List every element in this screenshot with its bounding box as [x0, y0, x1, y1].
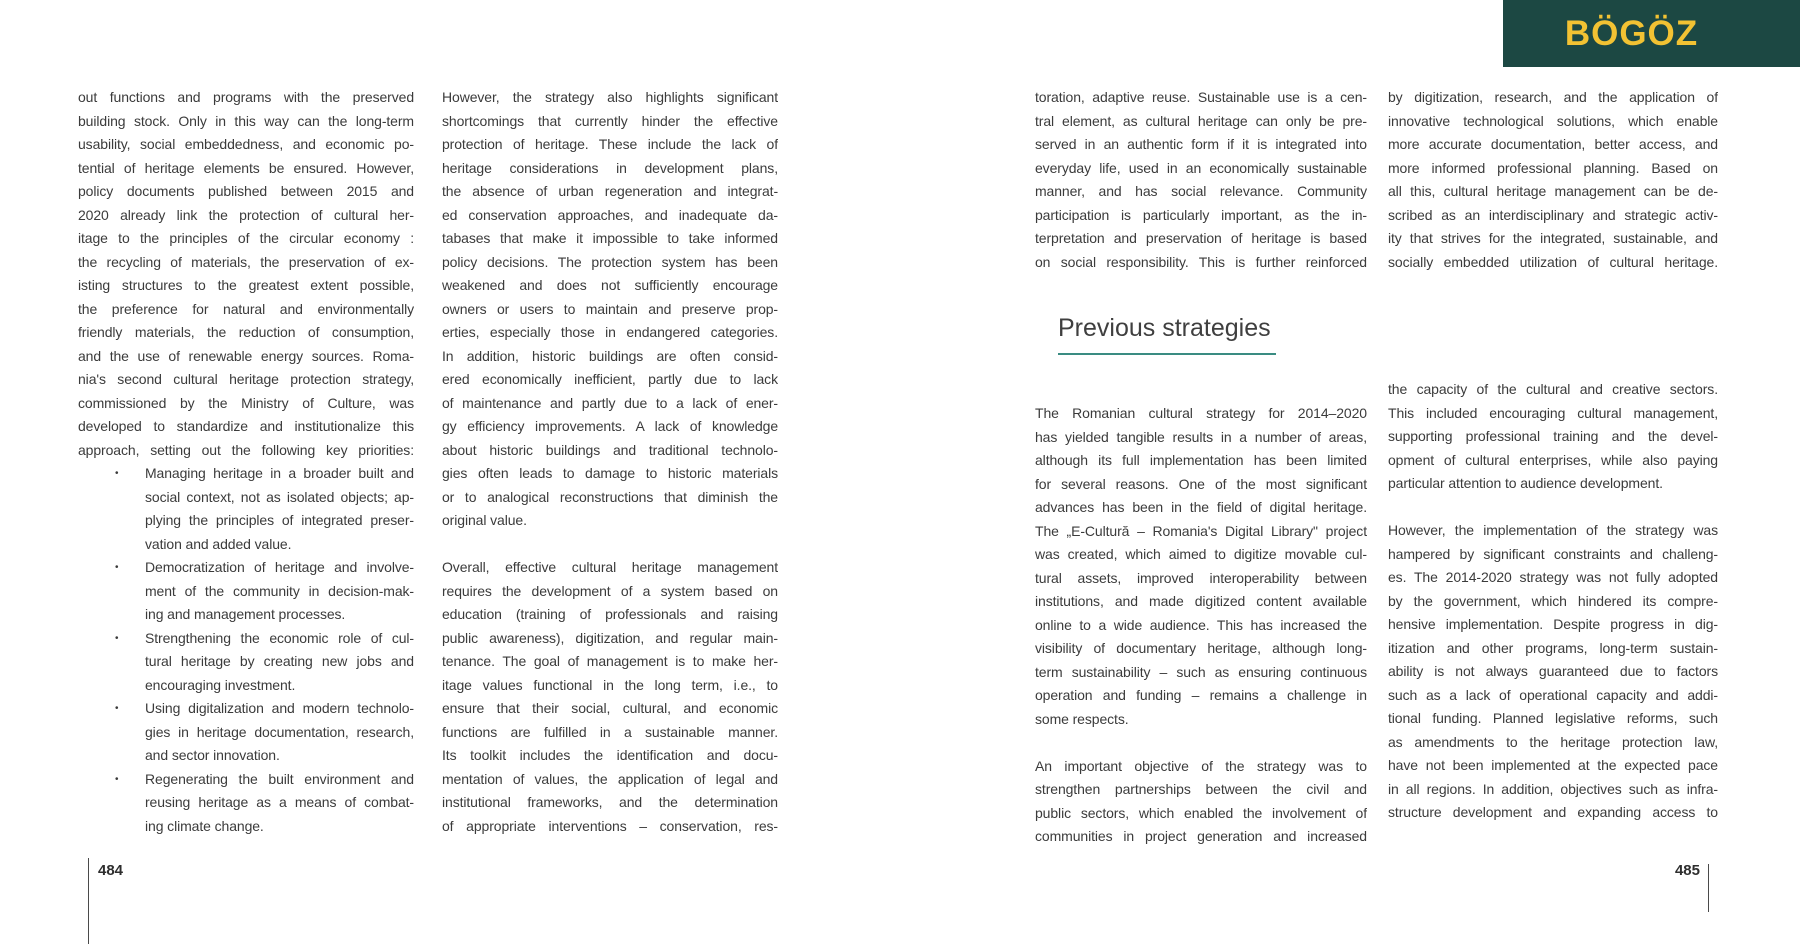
column-1: [78, 86, 414, 838]
text-line: building stock. Only in this way can the long-term: [78, 112, 414, 129]
text-line: the capacity of the cultural and creative sectors.: [1388, 381, 1718, 397]
text-line: structure development and expanding access to: [1388, 804, 1718, 820]
text-line: Democratization of heritage and involve-: [145, 559, 414, 575]
bullet-marker: •: [115, 773, 119, 785]
text-line: In addition, historic buildings are often consid-: [442, 347, 778, 364]
text-line: reusing heritage as a means of combat-: [145, 794, 414, 810]
text-line: and sector innovation.: [145, 747, 280, 763]
text-line: However, the strategy also highlights significant: [442, 89, 778, 105]
text-line: friendly materials, the reduction of consumption,: [78, 324, 414, 340]
text-line: although its full implementation has been limited: [1035, 452, 1367, 468]
bullet-item: [78, 768, 414, 839]
paragraph: [1388, 86, 1718, 274]
column-4: [1388, 86, 1718, 825]
text-line: policy documents published between 2015 and: [78, 183, 414, 199]
text-line: ered economically inefficient, partly due to lack: [442, 371, 778, 387]
text-line: have not been implemented at the expected pace: [1388, 757, 1718, 773]
text-line: erties, especially those in endangered categories.: [442, 324, 778, 340]
text-line: social context, not as isolated objects; ap-: [145, 488, 414, 505]
paragraph: [78, 86, 414, 462]
paragraph: [442, 556, 778, 838]
text-line: innovative technological solutions, which enable: [1388, 112, 1718, 129]
page-number-right: 485: [1674, 862, 1700, 879]
text-line: term sustainability – such as ensuring continuous: [1035, 663, 1367, 680]
text-line: institutions, and made digitized content available: [1035, 593, 1367, 609]
text-line: Managing heritage in a broader built and: [145, 465, 414, 481]
text-line: weakened and does not sufficiently encourage: [442, 277, 778, 293]
text-line: Strengthening the economic role of cul-: [145, 629, 414, 646]
text-line: developed to standardize and institutionalize this: [78, 418, 414, 434]
text-line: tral element, as cultural heritage can only be pre-: [1035, 112, 1367, 129]
text-line: ed conservation approaches, and inadequate da-: [442, 206, 778, 223]
text-line: owners or users to maintain and preserve prop-: [442, 300, 778, 317]
paragraph: [1388, 378, 1718, 496]
column-2: [442, 86, 778, 838]
bullet-text: [145, 697, 414, 768]
text-line: particular attention to audience development.: [1388, 475, 1663, 491]
column-3: [1035, 86, 1367, 849]
text-line: on social responsibility. This is further reinforced: [1035, 253, 1367, 270]
text-line: communities in project generation and increased: [1035, 828, 1367, 844]
text-line: gies in heritage documentation, research,: [145, 723, 414, 740]
text-line: heritage considerations in development plans,: [442, 159, 778, 176]
bullet-marker: •: [115, 562, 119, 573]
text-line: public sectors, which enabled the involvement of: [1035, 804, 1367, 821]
text-line: Overall, effective cultural heritage management: [442, 559, 778, 575]
text-line: as amendments to the heritage protection law,: [1388, 733, 1718, 750]
paragraph: [1035, 86, 1367, 274]
text-line: itization and other programs, long-term sustain-: [1388, 639, 1718, 656]
text-line: approach, setting out the following key priorities:: [78, 441, 414, 458]
text-line: of maintenance and partly due to a lack of ener-: [442, 394, 778, 411]
text-line: toration, adaptive reuse. Sustainable use is a cen-: [1035, 89, 1367, 105]
text-line: served in an authentic form if it is integrated into: [1035, 136, 1367, 152]
text-line: Regenerating the built environment and: [145, 770, 414, 787]
bullet-item: [78, 697, 414, 768]
text-line: ment of the community in decision-mak-: [145, 582, 414, 599]
text-line: ing and management processes.: [145, 606, 346, 622]
bullet-marker: •: [115, 632, 119, 644]
text-line: ing climate change.: [145, 817, 264, 834]
page-number-left: 484: [98, 862, 124, 879]
text-line: by the government, which hindered its compre-: [1388, 592, 1718, 609]
text-line: tural assets, improved interoperability between: [1035, 569, 1367, 586]
text-line: usability, social embeddedness, and economic po-: [78, 136, 414, 152]
bullet-item: [78, 556, 414, 627]
footer-rule-right: [1708, 864, 1709, 912]
text-line: ity that strives for the integrated, sustainable, and: [1388, 230, 1718, 246]
text-line: the absence of urban regeneration and integrat-: [442, 183, 778, 199]
text-line: plying the principles of integrated preser-: [145, 512, 414, 528]
text-line: itage to the principles of the circular economy :: [78, 230, 414, 246]
text-line: about historic buildings and traditional technolo-: [442, 441, 778, 458]
text-line: original value.: [442, 512, 527, 528]
bullet-text: [145, 462, 414, 556]
text-line: An important objective of the strategy was to: [1035, 757, 1367, 774]
text-line: more accurate documentation, better access, and: [1388, 136, 1718, 152]
bullet-list: [78, 462, 414, 838]
text-line: ability is not always guaranteed due to factors: [1388, 663, 1718, 679]
text-line: tential of heritage elements be ensured. However,: [78, 159, 414, 176]
text-line: shortcomings that currently hinder the effective: [442, 112, 778, 129]
text-line: advances has been in the field of digital heritage.: [1035, 499, 1367, 515]
text-line: protection of heritage. These include the lack of: [442, 136, 778, 152]
text-line: the preference for natural and environmentally: [78, 300, 414, 317]
text-line: has yielded tangible results in a number of areas,: [1035, 428, 1367, 445]
text-line: tenance. The goal of management is to make her-: [442, 653, 778, 669]
text-line: opment of cultural enterprises, while also paying: [1388, 451, 1718, 468]
text-line: hampered by significant constraints and challeng-: [1388, 545, 1718, 562]
text-line: out functions and programs with the preserved: [78, 89, 414, 105]
text-line: However, the implementation of the strategy was: [1388, 522, 1718, 538]
text-line: such as a lack of operational capacity and addi-: [1388, 686, 1718, 703]
text-line: requires the development of a system based on: [442, 582, 778, 599]
bullet-item: [78, 627, 414, 698]
text-line: institutional frameworks, and the determination: [442, 794, 778, 810]
bullet-marker: •: [115, 468, 119, 479]
text-line: gy efficiency improvements. A lack of knowledge: [442, 418, 778, 434]
text-line: This included encouraging cultural management,: [1388, 404, 1718, 421]
text-line: everyday life, used in an economically sustainable: [1035, 159, 1367, 176]
text-line: tural heritage by creating new jobs and: [145, 653, 414, 669]
text-line: manner, and has social relevance. Community: [1035, 183, 1367, 199]
text-line: ensure that their social, cultural, and economic: [442, 700, 778, 716]
text-line: tabases that make it impossible to take informed: [442, 230, 778, 246]
text-line: strengthen partnerships between the civil and: [1035, 781, 1367, 797]
text-line: for several reasons. One of the most significant: [1035, 475, 1367, 492]
text-line: functions are fulfilled in a sustainable manner.: [442, 723, 778, 740]
text-line: more informed professional planning. Based on: [1388, 159, 1718, 176]
text-line: 2020 already link the protection of cultural her-: [78, 206, 414, 223]
text-line: encouraging investment.: [145, 676, 296, 693]
text-line: vation and added value.: [145, 535, 292, 552]
text-line: in all regions. In addition, objectives such as infra-: [1388, 780, 1718, 797]
text-line: tional funding. Planned legislative reforms, such: [1388, 710, 1718, 726]
bullet-text: [145, 556, 414, 627]
text-line: socially embedded utilization of cultural heritage.: [1388, 253, 1718, 270]
text-line: participation is particularly important, as the in-: [1035, 206, 1367, 223]
bullet-text: [145, 627, 414, 698]
text-line: or to analogical reconstructions that diminish the: [442, 488, 778, 505]
bullet-text: [145, 768, 414, 839]
text-line: of appropriate interventions – conservation, res-: [442, 817, 778, 834]
chapter-banner: [1503, 0, 1800, 67]
text-line: was created, which aimed to digitize movable cul-: [1035, 546, 1367, 562]
text-line: The Romanian cultural strategy for 2014–2020: [1035, 405, 1367, 421]
bullet-marker: •: [115, 703, 119, 714]
section-heading: Previous strategies: [1058, 314, 1271, 342]
paragraph: [442, 86, 778, 533]
bullet-item: [78, 462, 414, 556]
text-line: es. The 2014-2020 strategy was not fully adopted: [1388, 569, 1718, 585]
text-line: and the use of renewable energy sources. Roma-: [78, 347, 414, 364]
text-line: The „E-Cultură – Romania's Digital Library" project: [1035, 522, 1367, 539]
text-line: commissioned by the Ministry of Culture, was: [78, 394, 414, 411]
section-heading-underline: [1058, 353, 1276, 355]
paragraph: [1035, 402, 1367, 731]
text-line: hensive implementation. Despite progress in dig-: [1388, 616, 1718, 632]
text-line: itage values functional in the long term, i.e., to: [442, 676, 778, 693]
text-line: the recycling of materials, the preservation of ex-: [78, 253, 414, 270]
text-line: Its toolkit includes the identification and docu-: [442, 747, 778, 763]
text-line: isting structures to the greatest extent possible,: [78, 277, 414, 293]
text-line: mentation of values, the application of legal and: [442, 770, 778, 787]
text-line: terpretation and preservation of heritage is based: [1035, 230, 1367, 246]
paragraph: [1035, 755, 1367, 849]
column-spacer: [1388, 274, 1718, 378]
text-line: education (training of professionals and raising: [442, 606, 778, 622]
chapter-title: BÖGÖZ: [1564, 13, 1699, 53]
text-line: by digitization, research, and the application of: [1388, 89, 1718, 105]
text-line: some respects.: [1035, 710, 1129, 727]
text-line: online to a wide audience. This has increased the: [1035, 616, 1367, 633]
text-line: operation and funding – remains a challenge in: [1035, 687, 1367, 703]
text-line: gies often leads to damage to historic materials: [442, 465, 778, 481]
footer-rule-left: [88, 858, 89, 944]
text-line: public awareness), digitization, and regular main-: [442, 629, 778, 646]
text-line: nia's second cultural heritage protection strategy,: [78, 371, 414, 387]
text-line: Using digitalization and modern technolo-: [145, 700, 414, 716]
text-line: policy decisions. The protection system has been: [442, 253, 778, 270]
text-line: all this, cultural heritage management can be de-: [1388, 183, 1718, 199]
text-line: visibility of documentary heritage, although long-: [1035, 640, 1367, 656]
paragraph: [1388, 519, 1718, 825]
text-line: supporting professional training and the devel-: [1388, 428, 1718, 444]
text-line: scribed as an interdisciplinary and strategic activ-: [1388, 206, 1718, 223]
